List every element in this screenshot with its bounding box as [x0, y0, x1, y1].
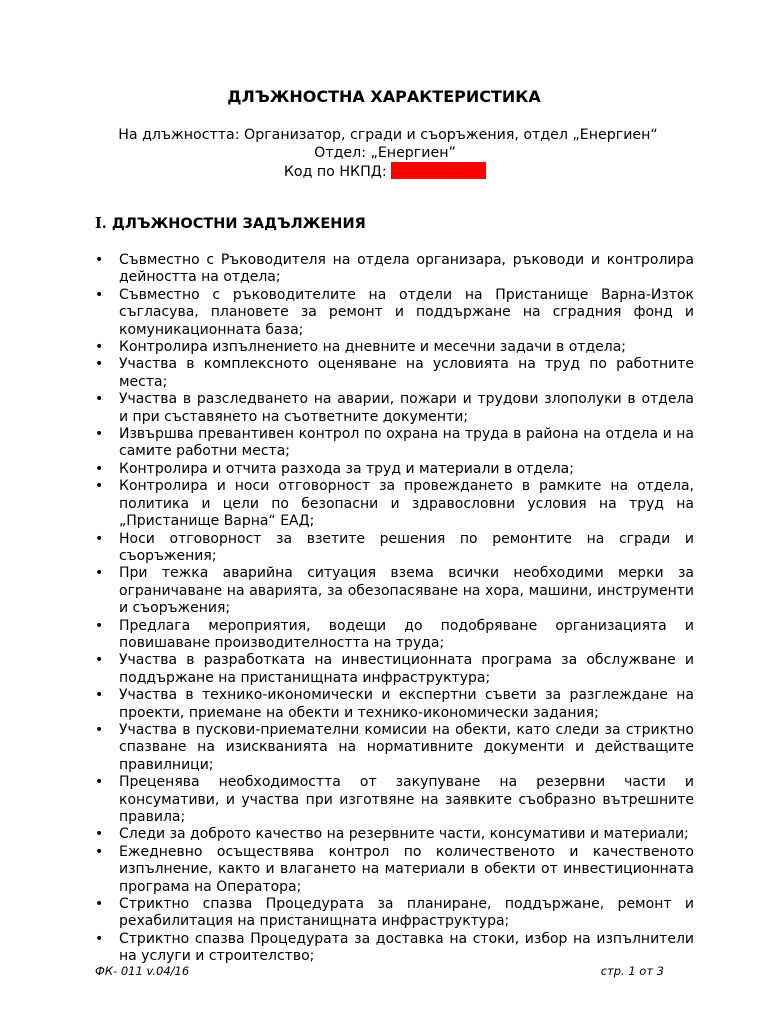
duty-text: При тежка аварийна ситуация взема всички необходими мерки за ограничаване на аварията, за обезопасяване на хора, машини, инструменти и съоръжения;	[119, 565, 694, 617]
duty-item	[95, 287, 694, 339]
duty-item	[95, 565, 694, 617]
duty-text: Контролира изпълнението на дневните и месечни задачи в отдела;	[119, 339, 626, 356]
duty-item	[95, 687, 694, 722]
duty-item	[95, 356, 694, 391]
section-heading	[95, 214, 366, 234]
position-line: На длъжността: Организатор, сгради и съоръжения, отдел „Енергиен“	[118, 127, 658, 143]
bullet-icon: •	[95, 652, 104, 669]
duty-text: Следи за доброто качество на резервните части, консумативи и материали;	[119, 826, 689, 843]
duty-text: Участва в технико-икономически и експертни съвети за разглеждане на проекти, приемане на обекти и технико-икономически задания;	[119, 687, 694, 721]
duty-text: Участва в разработката на инвестиционната програма за обслужване и поддържане на пристанищната инфраструктура;	[119, 652, 694, 686]
duty-text: Контролира и носи отговорност за провеждането в рамките на отдела, политика и цели по безопасни и здравословни условия на труд на „Пристанище Варна“ ЕАД;	[119, 478, 694, 530]
duty-text: Участва в разследването на аварии, пожари и трудови злополуки в отдела и при съставянето на съответните документи;	[119, 391, 694, 425]
nkpd-value-redacted: …………………	[391, 162, 486, 179]
duty-item	[95, 339, 694, 356]
duty-item	[95, 618, 694, 653]
duty-text: Участва в комплексното оценяване на условията на труд по работните места;	[119, 356, 694, 390]
duty-text: Съвместно с ръководителите на отдели на Пристанище Варна-Изток съгласува, плановете за ремонт и поддържане на сградния фонд и комуникационната база;	[119, 286, 694, 338]
duty-item	[95, 844, 694, 896]
document-title: ДЛЪЖНОСТНА ХАРАКТЕРИСТИКА	[227, 87, 541, 106]
bullet-icon: •	[95, 617, 104, 634]
bullet-icon: •	[95, 530, 104, 547]
duty-text: Съвместно с Ръководителя на отдела организара, ръководи и контролира дейността на отдела;	[119, 252, 694, 286]
duty-text: Преценява необходимостта от закупуване на резервни части и консумативи, и участва при изготвяне на заявките съобразно вътрешните правила;	[119, 774, 694, 825]
bullet-icon: •	[95, 339, 104, 356]
duty-text: Извършва превантивен контрол по охрана на труда в района на отдела и на самите работни места;	[119, 426, 694, 460]
duty-item	[95, 426, 694, 461]
bullet-icon: •	[95, 930, 104, 947]
duty-text: Участва в пускови-приемателни комисии на обекти, като следи за стриктно спазване на изискванията на нормативните документи и действащите правилници;	[119, 721, 694, 773]
duty-item	[95, 774, 694, 826]
nkpd-label: Код по НКПД:	[283, 164, 387, 180]
duty-item	[95, 931, 694, 966]
bullet-icon: •	[95, 826, 104, 843]
duty-item	[95, 252, 694, 287]
bullet-icon: •	[95, 896, 104, 913]
section-title: ДЛЪЖНОСТНИ ЗАДЪЛЖЕНИЯ	[111, 216, 366, 232]
bullet-icon: •	[95, 478, 104, 495]
bullet-icon: •	[95, 565, 104, 582]
bullet-icon: •	[95, 286, 104, 303]
form-code: ФК- 011 v.04/16	[95, 964, 190, 978]
department-line: Отдел: „Енергиен”	[314, 145, 456, 161]
duty-item	[95, 478, 694, 530]
duty-text: Предлага мероприятия, водещи до подобряване организацията и повишаване производителността на труда;	[119, 617, 694, 651]
bullet-icon: •	[95, 252, 104, 268]
bullet-icon: •	[95, 356, 104, 373]
bullet-icon: •	[95, 843, 104, 860]
duty-text: Носи отговорност за взетите решения по ремонтите на сгради и съоръжения;	[119, 530, 694, 564]
page-number: стр. 1 от 3	[600, 964, 664, 978]
duties-list	[95, 252, 694, 966]
duty-item	[95, 722, 694, 774]
section-number: I.	[95, 215, 107, 232]
duty-item	[95, 391, 694, 426]
duty-item	[95, 826, 694, 843]
bullet-icon: •	[95, 687, 104, 704]
duty-item	[95, 896, 694, 931]
duty-item	[95, 461, 694, 478]
bullet-icon: •	[95, 391, 104, 408]
bullet-icon: •	[95, 774, 104, 791]
duty-text: Контролира и отчита разхода за труд и материали в отдела;	[119, 460, 574, 477]
bullet-icon: •	[95, 721, 104, 738]
duty-item	[95, 531, 694, 566]
duty-text: Стриктно спазва Процедурата за доставка на стоки, избор на изпълнители на услуги и строителство;	[119, 930, 694, 965]
duty-item	[95, 652, 694, 687]
bullet-icon: •	[95, 426, 104, 443]
duty-text: Стриктно спазва Процедурата за планиране, поддържане, ремонт и рехабилитация на пристанищната инфраструктура;	[119, 896, 694, 930]
bullet-icon: •	[95, 460, 104, 477]
position-info	[0, 126, 768, 181]
duty-text: Ежедневно осъществява контрол по количественото и качественото изпълнение, както и влагането на материали в обекти от инвестиционната програма на Оператора;	[119, 843, 694, 895]
nkpd-line	[0, 162, 768, 181]
